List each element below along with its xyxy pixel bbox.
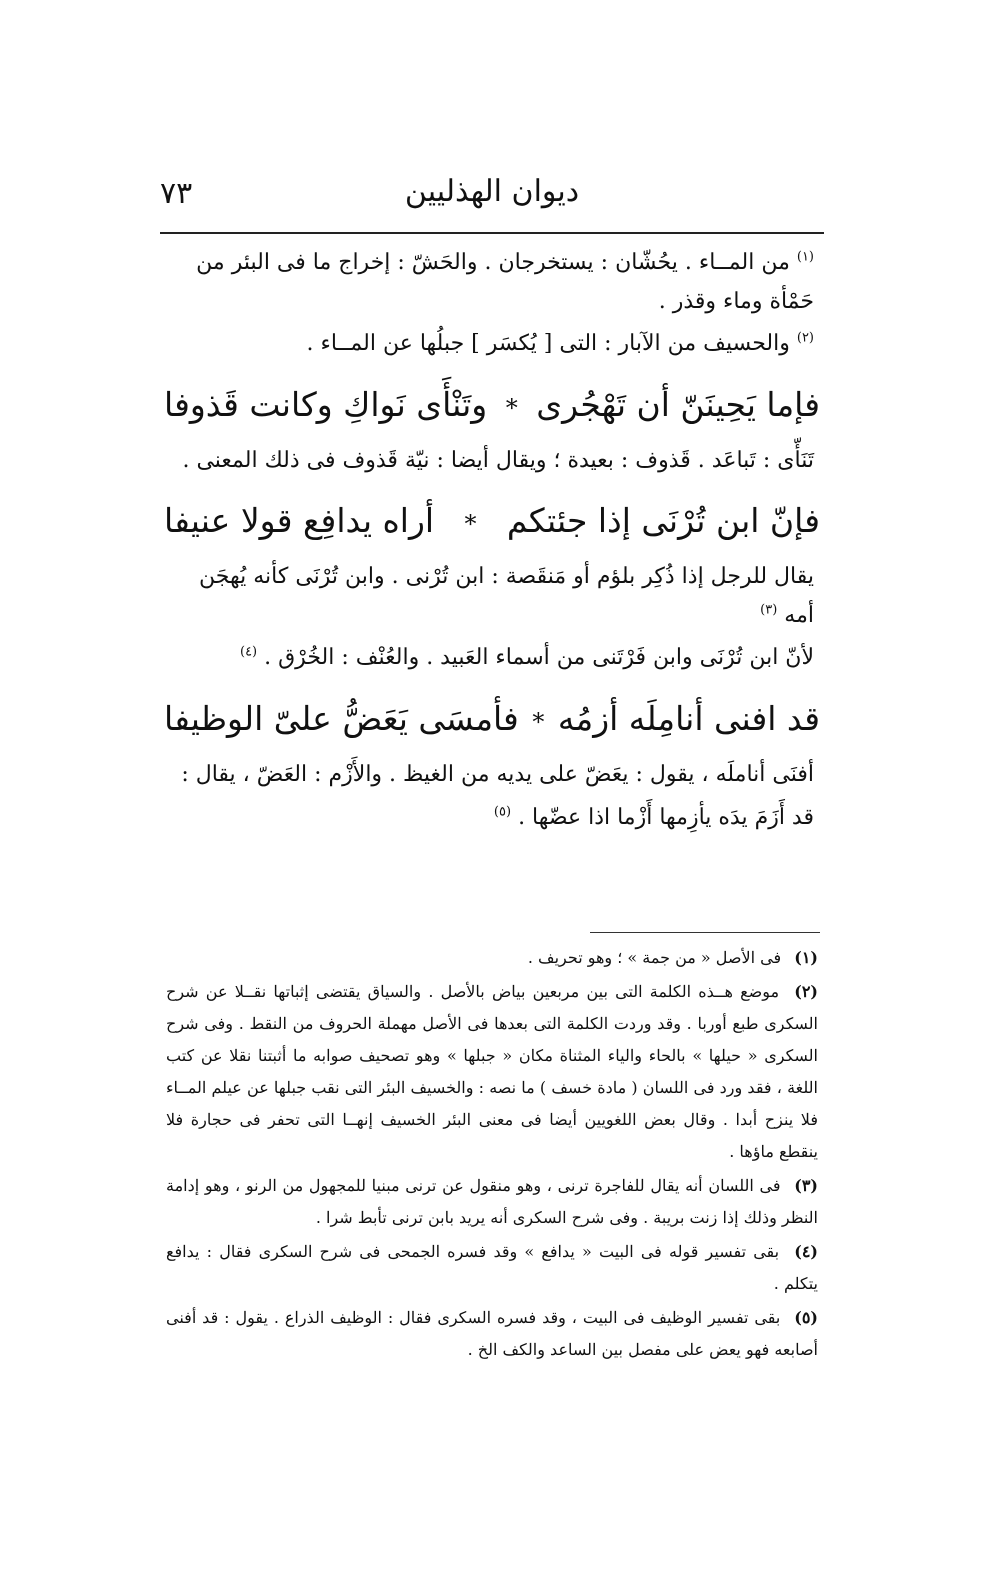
- gloss-line: [160, 799, 824, 838]
- verse-separator: *: [464, 510, 477, 539]
- footnote-text: بقى تفسير الوظيف فى البيت ، وقد فسره السكرى فقال : الوظيف الذراع . يقول : قد أفنى أصابعه فهو يعض على مفصل بين الساعد والكف الخ .: [166, 1308, 818, 1359]
- verse-first-hemistich: قد افنى أنامِلَه أزمُه: [557, 698, 820, 738]
- verse-line: [160, 696, 824, 742]
- page-header: [160, 168, 824, 228]
- footnote-text: فى الأصل « من جمة » ؛ وهو تحريف .: [527, 948, 782, 967]
- verse-second-hemistich: فأمسَى يَعَضُّ علىّ الوظيفا: [164, 698, 519, 738]
- footnote-number: (٢): [794, 982, 818, 1001]
- gloss-line: [160, 244, 824, 321]
- verse-line: [160, 498, 824, 544]
- verse-line: [160, 382, 824, 428]
- footnote: [160, 942, 824, 974]
- footnote-ref: (٣): [760, 602, 778, 618]
- footnote-ref: (٥): [493, 804, 512, 820]
- footnote-text: فى اللسان أنه يقال للفاجرة ترنى ، وهو منقول عن ترنى مبنيا للمجهول من الرنو ، وهو إدامة النظر وذلك إذا زنت بريبة . وفى شرح السكرى أنه يريد بابن ترنى تأبط شرا .: [166, 1176, 818, 1227]
- gloss-text: لأنّ ابن تُرْنَى وابن فَرْتَنى من أسماء العَبيد . والعُنْف : الخُرْق .: [264, 645, 814, 671]
- footnote-number: (٤): [794, 1242, 818, 1261]
- footnote-ref: (٢): [796, 330, 814, 346]
- footnote-rule: [590, 932, 820, 933]
- footnote: [160, 1170, 824, 1234]
- verse-first-hemistich: فإما يَحِينَنّ أن تَهْجُرى: [536, 384, 820, 424]
- verse-second-hemistich: وتَنْأَى نَواكِ وكانت قَذوفا: [164, 384, 488, 424]
- footnote: [160, 1302, 824, 1366]
- gloss-line: [160, 442, 824, 481]
- page-number: ٧٣: [160, 176, 193, 211]
- gloss-text: قد أَزَمَ يدَه يأزِمها أَزْما اذا عضّها .: [518, 804, 814, 830]
- gloss-line: [160, 639, 824, 678]
- gloss-line: [160, 756, 824, 795]
- gloss-text: والحسيف من الآبار : التى [ يُكسَر ] جبلُها عن المــاء .: [306, 331, 790, 356]
- gloss-line: [160, 325, 824, 364]
- footnotes: [160, 942, 824, 1368]
- verse-separator: *: [505, 393, 518, 422]
- footnote-text: موضع هــذه الكلمة التى بين مربعين بياض بالأصل . والسياق يقتضى إثباتها نقــلا عن شرح السكرى طبع أوربا . وقد وردت الكلمة التى بعدها فى الأصل مهملة الحروف من النقط . وفى شرح السكرى « حيلها » بالحاء والياء المثناة مكان « جبلها » وهو تصحيف صوابه ما أثبتنا نقلا عن كتب اللغة ، فقد ورد فى اللسان ( مادة خسف ) ما نصه : والخسيف البئر التى نقب جبلها عن عيلم المــاء فلا ينزح أبدا . وقال بعض اللغويين أيضا فى معنى البئر الخسيف إنهــا التى تحفر فى حجارة فلا ينقطع ماؤها .: [166, 982, 818, 1161]
- footnote-number: (٣): [794, 1176, 818, 1195]
- header-rule: [160, 232, 824, 234]
- gloss-text: يقال للرجل إذا ذُكِر بلؤم أو مَنقَصة : ابن تُرْنى . وابن تُرْنَى كأنه يُهجَن أمه: [199, 564, 814, 628]
- gloss-text: تَنَأّى : تَباعَد . قَذوف : بعيدة ؛ ويقال أيضا : نيّة قَذوف فى ذلك المعنى .: [182, 447, 814, 473]
- verse-second-hemistich: أراه يدافِع قولا عنيفا: [164, 501, 435, 541]
- verse-separator: *: [532, 707, 545, 736]
- gloss-line: [160, 558, 824, 635]
- footnote-ref: (١): [796, 249, 814, 265]
- footnote-ref: (٤): [239, 645, 258, 661]
- footnote: [160, 1236, 824, 1300]
- footnote-number: (١): [794, 948, 818, 967]
- main-text: [160, 244, 824, 841]
- footnote-text: بقى تفسير قوله فى البيت « يدافع » وقد فسره الجمحى فى شرح السكرى فقال : يدافع يتكلم .: [166, 1242, 818, 1293]
- running-title: ديوان الهذليين: [404, 174, 580, 209]
- gloss-text: من المــاء . يحُشّان : يستخرجان . والحَشّ : إخراج ما فى البئر من حَمْأة وماء وقذر .: [196, 250, 814, 314]
- verse-first-hemistich: فإنّ ابن تُرْنَى إذا جئتكم: [506, 501, 820, 541]
- gloss-text: أفنَى أناملَه ، يقول : يعَضّ على يديه من الغيظ . والأَزْم : العَضّ ، يقال :: [181, 762, 814, 788]
- footnote: [160, 976, 824, 1168]
- footnote-number: (٥): [794, 1308, 818, 1327]
